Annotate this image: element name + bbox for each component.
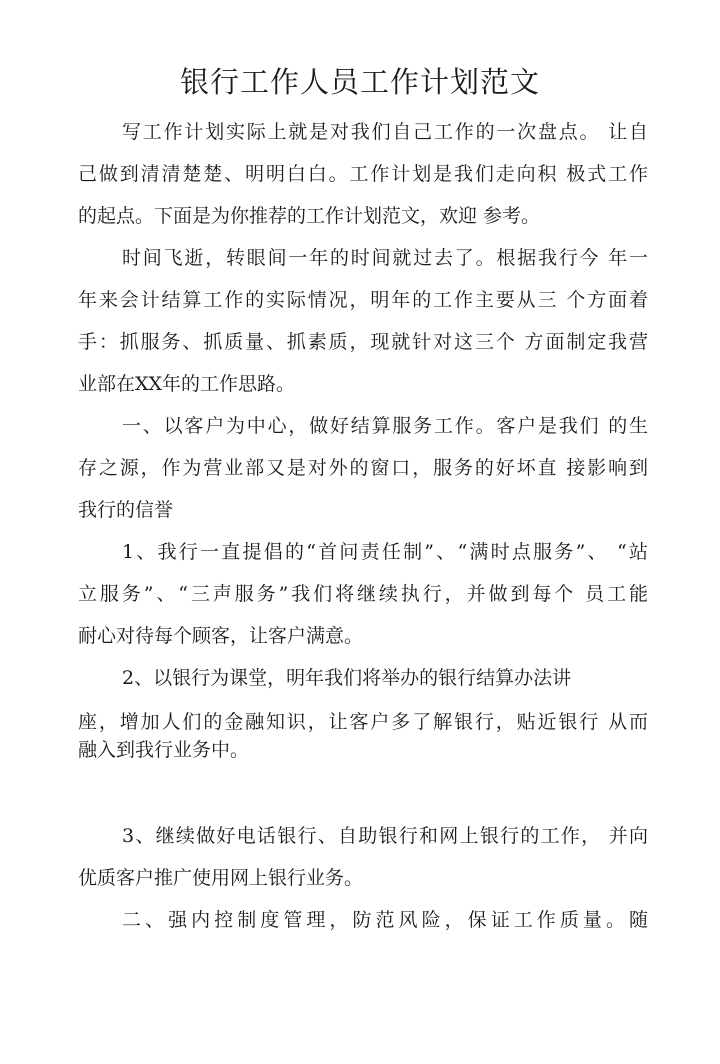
paragraph-line: 立服务”、“三声服务”我们将继续执行，并做到每个 员工能: [78, 583, 648, 605]
paragraph-line: 耐心对待每个顾客，让客户满意。: [78, 625, 364, 647]
paragraph-line: 时间飞逝，转眼间一年的时间就过去了。根据我行今 年一: [122, 247, 648, 269]
paragraph-line: 座，增加人们的金融知识，让客户多了解银行，贴近银行 从而: [78, 711, 648, 733]
paragraph-line: 我行的信誉: [78, 499, 174, 521]
paragraph-line: 年来会计结算工作的实际情况，明年的工作主要从三 个方面着: [78, 289, 648, 311]
paragraph-line: 己做到清清楚楚、明明白白。工作计划是我们走向积 极式工作: [78, 163, 648, 185]
paragraph-line: 2、以银行为课堂，明年我们将举办的银行结算办法讲: [122, 667, 572, 689]
paragraph-line: 1、我行一直提倡的“首问责任制”、“满时点服务”、 “站: [122, 541, 648, 563]
paragraph-line: 3、继续做好电话银行、自助银行和网上银行的工作， 并向: [122, 825, 648, 847]
document-title: 银行工作人员工作计划范文: [179, 65, 540, 99]
paragraph-line: 融入到我行业务中。: [78, 739, 250, 761]
paragraph-line: 业部在XX年的工作思路。: [78, 373, 296, 395]
paragraph-line: 的起点。下面是为你推荐的工作计划范文，欢迎 参考。: [78, 205, 541, 227]
paragraph-line: 一、以客户为中心，做好结算服务工作。客户是我们 的生: [122, 415, 648, 437]
paragraph-line: 手：抓服务、抓质量、抓素质，现就针对这三个 方面制定我营: [78, 331, 648, 353]
paragraph-line: 存之源，作为营业部又是对外的窗口，服务的好坏直 接影响到: [78, 457, 648, 479]
paragraph-line: 优质客户推广使用网上银行业务。: [78, 867, 364, 889]
paragraph-line: 二、强内控制度管理，防范风险，保证工作质量。随: [122, 909, 648, 931]
paragraph-line: 写工作计划实际上就是对我们自己工作的一次盘点。 让自: [122, 121, 648, 143]
